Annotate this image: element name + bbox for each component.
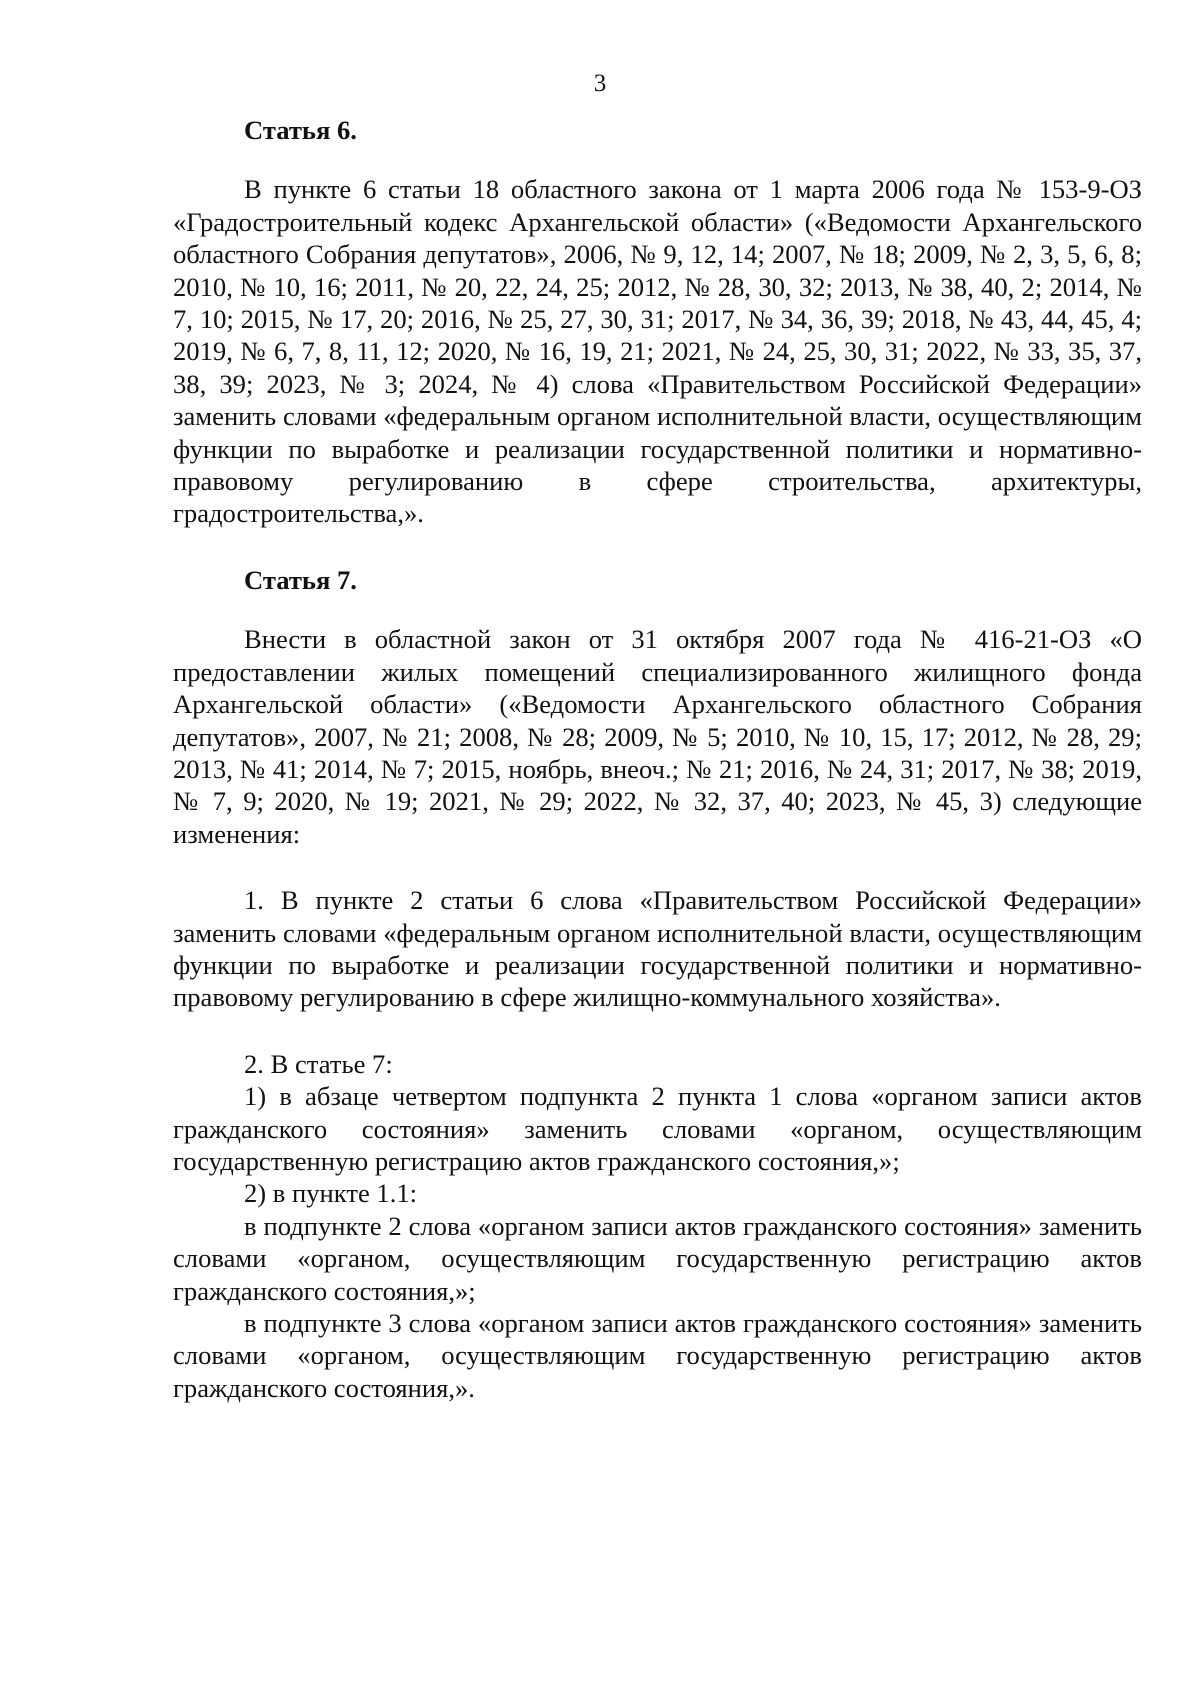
article-7-item-1: 1. В пункте 2 статьи 6 слова «Правительством Российской Федерации» заменить словами «федеральным органом исполнительной власти, осуществляющим функции по выработке и реализации государственной политики и нормативно-правовому регулированию в сфере жилищно-коммунального хозяйства». [173, 885, 1142, 1013]
article-6-heading: Статья 6. [244, 115, 357, 145]
article-7-intro: Внести в областной закон от 31 октября 2007 года № 416-21-ОЗ «О предоставлении жилых помещений специализированного жилищного фонда Архангельской области» («Ведомости Архангельского областного Собрания депутатов», 2007, № 21; 2008, № 28; 2009, № 5; 2010, № 10, 15, 17; 2012, № 28, 29; 2013, № 41; 2014, № 7; 2015, ноябрь, внеоч.; № 21; 2016, № 24, 31; 2017, № 38; 2019, № 7, 9; 2020, № 19; 2021, № 29; 2022, № 32, 37, 40; 2023, № 45, 3) следующие изменения: [173, 624, 1142, 849]
article-7-item-2-sub-1: 1) в абзаце четвертом подпункта 2 пункта 1 слова «органом записи актов гражданского состояния» заменить словами «органом, осуществляющим государственную регистрацию актов гражданского состояния,»; [173, 1081, 1142, 1176]
article-7-heading: Статья 7. [244, 564, 357, 595]
article-7-item-2-sub-2-a: в подпункте 2 слова «органом записи актов гражданского состояния» заменить словами «органом, осуществляющим государственную регистрацию актов гражданского состояния,»; [173, 1210, 1142, 1306]
page-number: 3 [593, 70, 607, 97]
article-7-item-2-sub-2-title: 2) в пункте 1.1: [244, 1178, 418, 1209]
article-7-item-2-sub-2-b: в подпункте 3 слова «органом записи актов гражданского состояния» заменить словами «органом, осуществляющим государственную регистрацию актов гражданского состояния,». [173, 1308, 1142, 1403]
article-7-item-2-title: 2. В статье 7: [244, 1048, 393, 1079]
article-6-text: В пункте 6 статьи 18 областного закона от 1 марта 2006 года № 153-9-ОЗ «Градостроительный кодекс Архангельской области» («Ведомости Архангельского областного Собрания депутатов», 2006, № 9, 12, 14; 2007, № 18; 2009, № 2, 3, 5, 6, 8; 2010, № 10, 16; 2011, № 20, 22, 24, 25; 2012, № 28, 30, 32; 2013, № 38, 40, 2; 2014, № 7, 10; 2015, № 17, 20; 2016, № 25, 27, 30, 31; 2017, № 34, 36, 39; 2018, № 43, 44, 45, 4; 2019, № 6, 7, 8, 11, 12; 2020, № 16, 19, 21; 2021, № 24, 25, 30, 31; 2022, № 33, 35, 37, 38, 39; 2023, № 3; 2024, № 4) слова «Правительством Российской Федерации» заменить словами «федеральным органом исполнительной власти, осуществляющим функции по выработке и реализации государственной политики и нормативно-правовому регулированию в сфере строительства, архитектуры, градостроительства,». [173, 174, 1142, 529]
document-body [173, 114, 1142, 1404]
